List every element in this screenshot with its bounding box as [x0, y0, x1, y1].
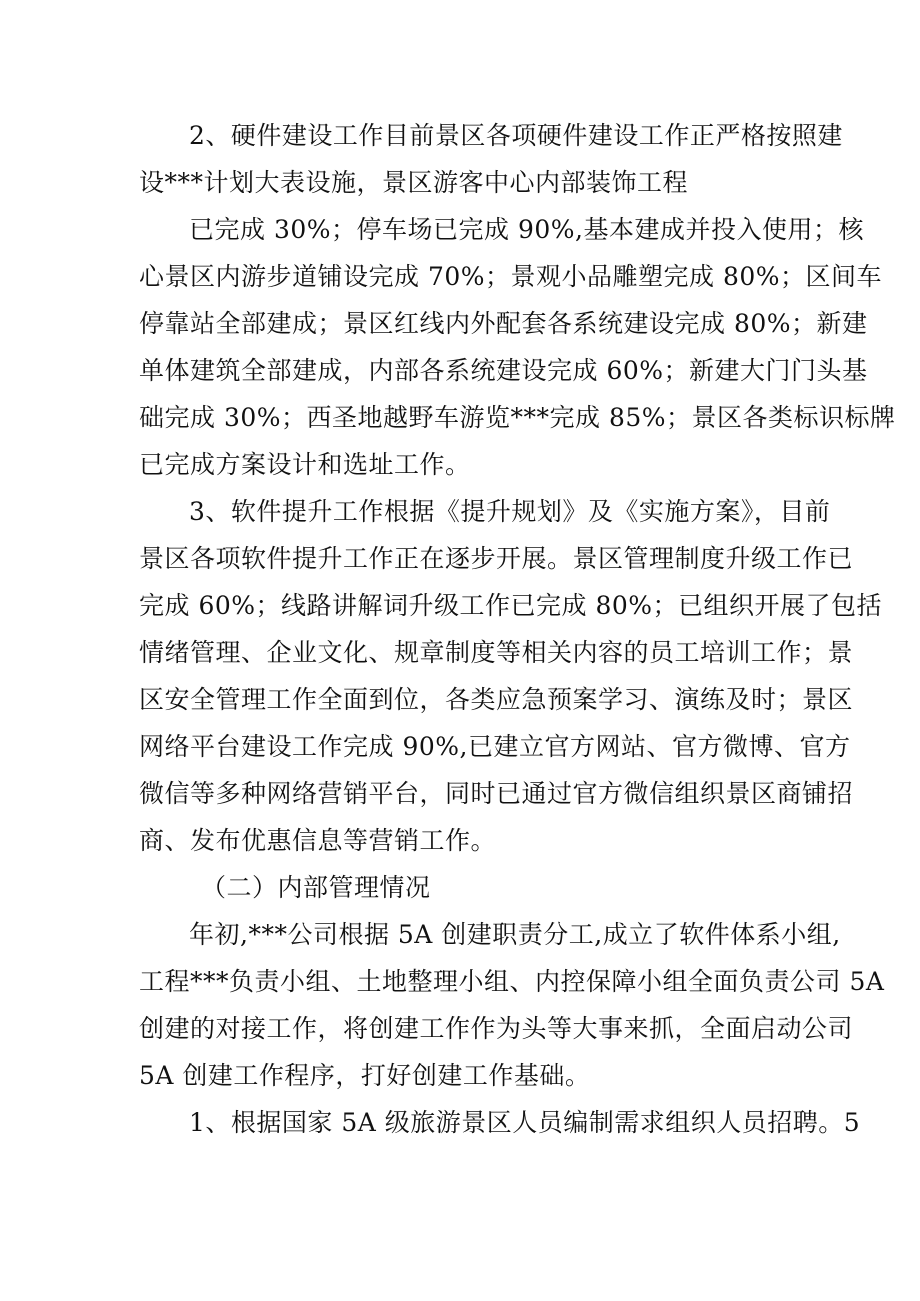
paragraph-line: 础完成 30%；西圣地越野车游览***完成 85%；景区各类标识标牌 [139, 403, 896, 432]
paragraph-line: 情绪管理、企业文化、规章制度等相关内容的员工培训工作；景 [139, 638, 854, 667]
paragraph-line: 停靠站全部建成；景区红线内外配套各系统建设完成 80%；新建 [139, 309, 868, 338]
paragraph-line: 区安全管理工作全面到位，各类应急预案学习、演练及时；景区 [139, 685, 854, 714]
paragraph-line: 5A 创建工作程序，打好创建工作基础。 [139, 1061, 591, 1090]
paragraph-line: 完成 60%；线路讲解词升级工作已完成 80%；已组织开展了包括 [139, 591, 883, 620]
paragraph-line: 单体建筑全部建成，内部各系统建设完成 60%；新建大门门头基 [139, 356, 868, 385]
paragraph-line: 景区各项软件提升工作正在逐步开展。景区管理制度升级工作已 [139, 544, 854, 573]
paragraph-line: 商、发布优惠信息等营销工作。 [139, 826, 497, 855]
paragraph-line: 已完成方案设计和选址工作。 [139, 450, 471, 479]
section-heading: （二）内部管理情况 [201, 873, 431, 902]
paragraph-line: 2、硬件建设工作目前景区各项硬件建设工作正严格按照建 [189, 121, 843, 150]
paragraph-line: 心景区内游步道铺设完成 70%；景观小品雕塑完成 80%；区间车 [139, 262, 883, 291]
paragraph-line: 设***计划大表设施，景区游客中心内部装饰工程 [139, 168, 689, 197]
paragraph-line: 网络平台建设工作完成 90%,已建立官方网站、官方微博、官方 [139, 732, 851, 761]
paragraph-line: 工程***负责小组、土地整理小组、内控保障小组全面负责公司 5A [139, 967, 885, 996]
document-body [139, 112, 896, 1146]
paragraph-line: 年初,***公司根据 5A 创建职责分工,成立了软件体系小组, [189, 920, 841, 949]
paragraph-line: 3、软件提升工作根据《提升规划》及《实施方案》，目前 [189, 497, 831, 526]
paragraph-line: 已完成 30%；停车场已完成 90%,基本建成并投入使用；核 [189, 215, 864, 244]
paragraph-line: 创建的对接工作，将创建工作作为头等大事来抓，全面启动公司 [139, 1014, 854, 1043]
paragraph-line: 1、根据国家 5A 级旅游景区人员编制需求组织人员招聘。5 [189, 1108, 861, 1137]
paragraph-line: 微信等多种网络营销平台，同时已通过官方微信组织景区商铺招 [139, 779, 854, 808]
